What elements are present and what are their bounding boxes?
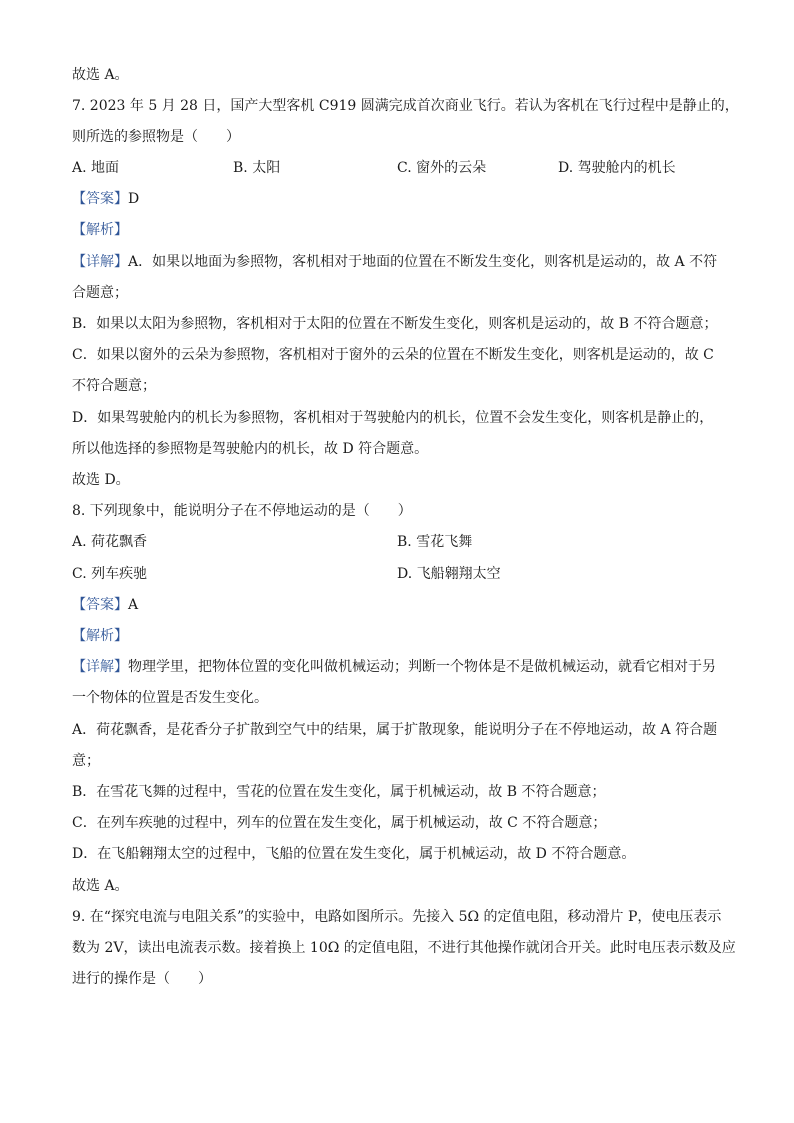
q7-detail-d-line-2: 所以他选择的参照物是驾驶舱内的机长，故 D 符合题意。 bbox=[72, 441, 429, 457]
q7-detail-a-line-2: 合题意； bbox=[72, 285, 128, 301]
q8-detail-label: 【详解】 bbox=[72, 659, 128, 675]
q8-answer-value: A bbox=[128, 597, 139, 613]
q8-option-b: B. 雪花飞舞 bbox=[397, 534, 473, 550]
q7-stem-line-1: 7. 2023 年 5 月 28 日，国产大型客机 C919 圆满完成首次商业飞行。若认为客机在飞行过程中是静止的， bbox=[72, 98, 739, 114]
q7-detail-a-text: A．如果以地面为参照物，客机相对于地面的位置在不断发生变化，则客机是运动的，故 A 不符 bbox=[128, 254, 718, 270]
q8-answer bbox=[72, 595, 138, 615]
q8-detail-line-1 bbox=[72, 657, 716, 677]
q7-answer-label: 【答案】 bbox=[72, 191, 128, 207]
q8-answer-label: 【答案】 bbox=[72, 597, 128, 613]
q8-detail-a-line-1: A．荷花飘香，是花香分子扩散到空气中的结果，属于扩散现象，能说明分子在不停地运动，故 A 符合题 bbox=[72, 722, 718, 738]
q7-detail-c-line-2: 不符合题意； bbox=[72, 378, 156, 394]
q7-answer-value: D bbox=[128, 191, 140, 207]
q7-detail-d-line-1: D．如果驾驶舱内的机长为参照物，客机相对于驾驶舱内的机长，位置不会发生变化，则客机是静止的， bbox=[72, 410, 714, 426]
q8-detail-text: 物理学里，把物体位置的变化叫做机械运动；判断一个物体是不是做机械运动，就看它相对于另 bbox=[128, 659, 716, 675]
q8-option-d: D. 飞船翱翔太空 bbox=[397, 566, 501, 582]
q7-detail-c-line-1: C．如果以窗外的云朵为参照物，客机相对于窗外的云朵的位置在不断发生变化，则客机是运动的，故 C bbox=[72, 347, 714, 363]
q7-option-b: B. 太阳 bbox=[233, 160, 281, 176]
q8-detail-d: D．在飞船翱翔太空的过程中，飞船的位置在发生变化，属于机械运动，故 D 不符合题意。 bbox=[72, 846, 636, 862]
q7-option-d: D. 驾驶舱内的机长 bbox=[558, 160, 676, 176]
q8-detail-b: B．在雪花飞舞的过程中，雪花的位置在发生变化，属于机械运动，故 B 不符合题意； bbox=[72, 784, 606, 800]
q8-stem: 8. 下列现象中，能说明分子在不停地运动的是（ ） bbox=[72, 503, 412, 519]
q8-detail-line-2: 一个物体的位置是否发生变化。 bbox=[72, 690, 268, 706]
q9-stem-line-1: 9. 在“探究电流与电阻关系”的实验中，电路如图所示。先接入 5Ω 的定值电阻，移动滑片 P，使电压表示 bbox=[72, 909, 722, 925]
q8-detail-c: C．在列车疾驰的过程中，列车的位置在发生变化，属于机械运动，故 C 不符合题意； bbox=[72, 815, 607, 831]
q8-option-c: C. 列车疾驰 bbox=[72, 566, 148, 582]
q8-option-a: A. 荷花飘香 bbox=[72, 534, 148, 550]
q7-detail-a-line-1 bbox=[72, 252, 717, 272]
prev-answer-choice: 故选 A。 bbox=[72, 67, 129, 83]
q7-stem-line-2: 则所选的参照物是（ ） bbox=[72, 129, 240, 145]
q7-option-c: C. 窗外的云朵 bbox=[397, 160, 487, 176]
q7-choice: 故选 D。 bbox=[72, 472, 130, 488]
q8-analysis-label: 【解析】 bbox=[72, 628, 128, 644]
q7-option-a: A. 地面 bbox=[72, 160, 120, 176]
q8-detail-a-line-2: 意； bbox=[72, 753, 100, 769]
q7-answer bbox=[72, 189, 139, 209]
q7-detail-b: B．如果以太阳为参照物，客机相对于太阳的位置在不断发生变化，则客机是运动的，故 B 不符合题意； bbox=[72, 316, 718, 332]
q9-stem-line-2: 数为 2V，读出电流表示数。接着换上 10Ω 的定值电阻，不进行其他操作就闭合开关。此时电压表示数及应 bbox=[72, 940, 736, 956]
q9-stem-line-3: 进行的操作是（ ） bbox=[72, 971, 212, 987]
q8-choice: 故选 A。 bbox=[72, 878, 129, 894]
q7-analysis-label: 【解析】 bbox=[72, 222, 128, 238]
q7-detail-label: 【详解】 bbox=[72, 254, 128, 270]
